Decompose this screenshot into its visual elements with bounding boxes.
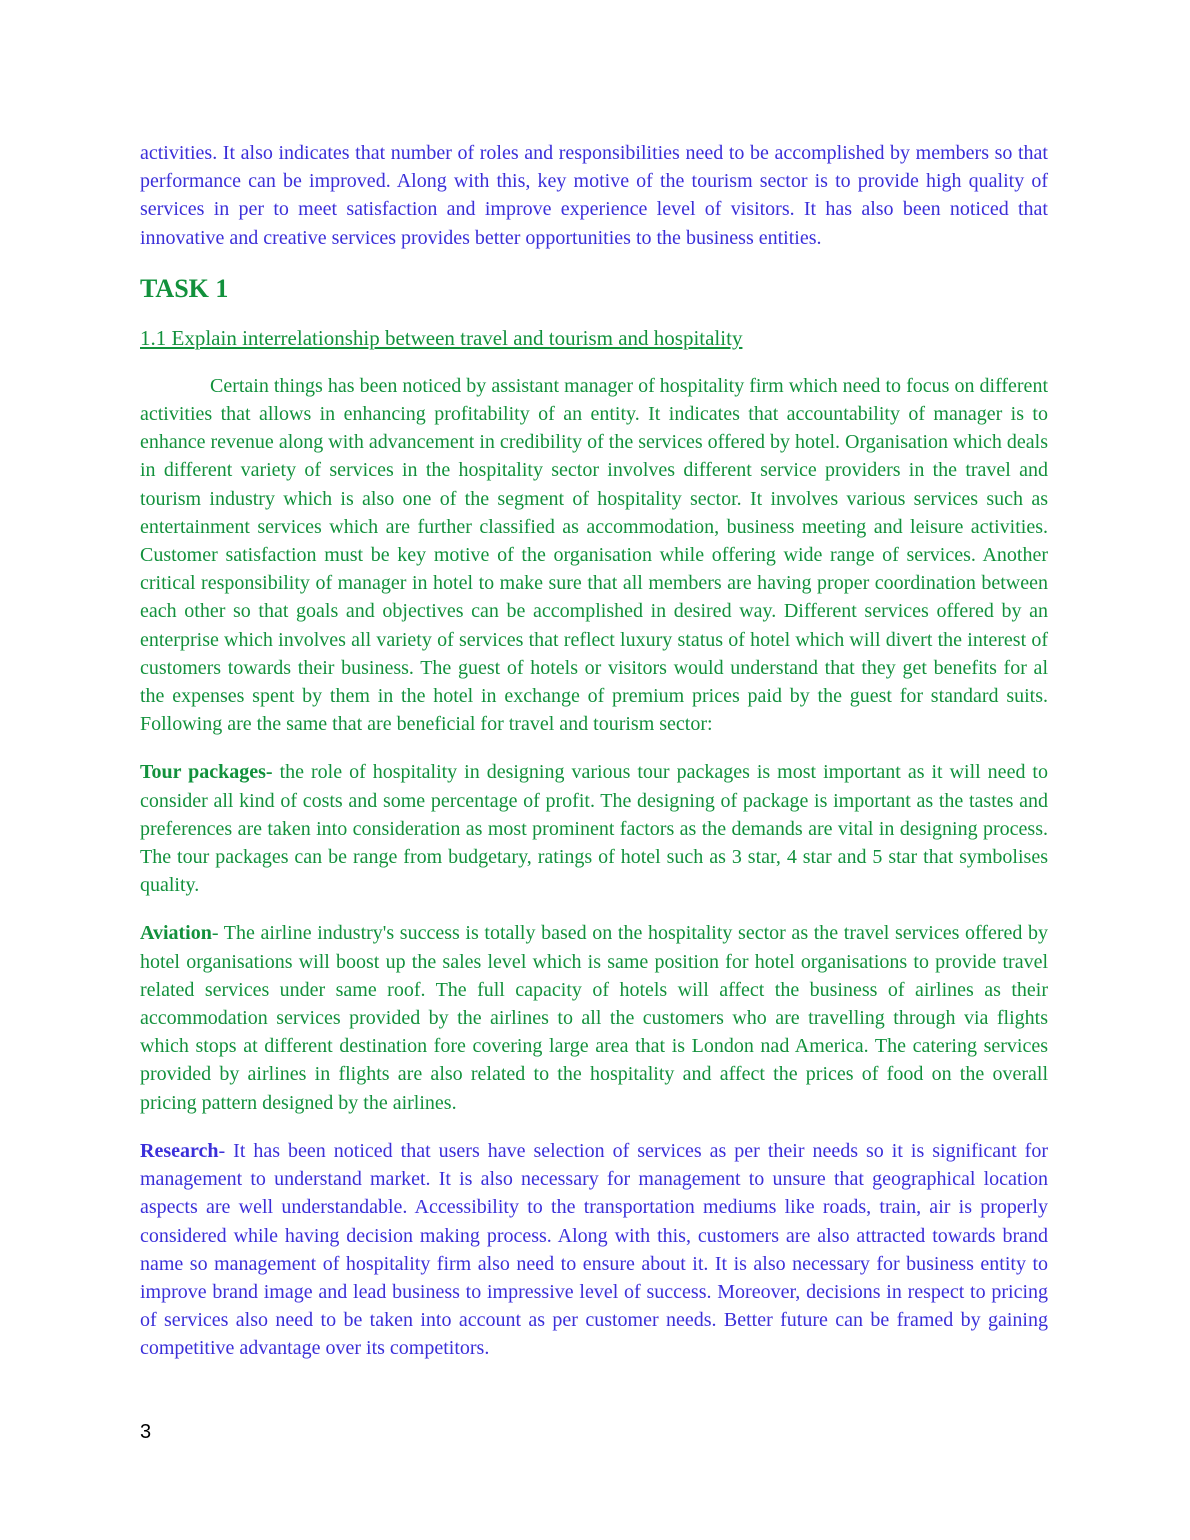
aviation-text: - The airline industry's success is totally based on the hospitality sector as the travel services offered by hotel organisations will boost up the sales level which is same position for hotel organisations to provide travel related services under same roof. The full capacity of hotels will affect the business of airlines as their accommodation services provided by the airlines to all the customers who are travelling through via flights which stops at different destination fore covering large area that is London nad America. The catering services provided by airlines in flights are also related to the hospitality and affect the prices of food on the overall pricing pattern designed by the airlines. [140,922,1048,1114]
tour-packages-label: Tour packages- [140,761,273,784]
intro-paragraph: activities. It also indicates that number of roles and responsibilities need to be accomplished by members so that performance can be improved. Along with this, key motive of the tourism sector is to provide high quality of services in per to meet satisfaction and improve experience level of visitors. It has also been noticed that innovative and creative services provides better opportunities to the business entities. [140,142,1048,249]
page-content [140,139,1048,1383]
section-subheading: 1.1 Explain interrelationship between travel and tourism and hospitality [140,325,743,350]
research-paragraph [140,1137,1048,1363]
task-heading: TASK 1 [140,273,229,303]
main-paragraph: Certain things has been noticed by assistant manager of hospitality firm which need to focus on different activities that allows in enhancing profitability of an entity. It indicates that accountability of manager is to enhance revenue along with advancement in credibility of the services offered by hotel. Organisation which deals in different variety of services in the hospitality sector involves different service providers in the travel and tourism industry which is also one of the segment of hospitality sector. It involves various services such as entertainment services which are further classified as accommodation, business meeting and leisure activities. Customer satisfaction must be key motive of the organisation while offering wide range of services. Another critical responsibility of manager in hotel to make sure that all members are having proper coordination between each other so that goals and objectives can be accomplished in desired way. Different services offered by an enterprise which involves all variety of services that reflect luxury status of hotel which will divert the interest of customers towards their business. The guest of hotels or visitors would understand that they get benefits for al the expenses spent by them in the hotel in exchange of premium prices paid by the guest for standard suits. Following are the same that are beneficial for travel and tourism sector: [140,374,1048,736]
tour-packages-text: the role of hospitality in designing various tour packages is most important as it will need to consider all kind of costs and some percentage of profit. The designing of package is important as the tastes and preferences are taken into consideration as most prominent factors as the demands are vital in designing process. The tour packages can be range from budgetary, ratings of hotel such as 3 star, 4 star and 5 star that symbolises quality. [140,761,1048,897]
aviation-paragraph [140,919,1048,1116]
tour-packages-paragraph [140,758,1048,899]
aviation-label: Aviation [140,922,212,945]
research-label: Research [140,1139,219,1162]
page-number: 3 [140,1421,152,1443]
research-text: - It has been noticed that users have selection of services as per their needs so it is significant for management to understand market. It is also necessary for management to unsure that geographical location aspects are well understandable. Accessibility to the transportation mediums like roads, train, air is properly considered while having decision making process. Along with this, customers are also attracted towards brand name so management of hospitality firm also need to ensure about it. It is also necessary for business entity to improve brand image and lead business to impressive level of success. Moreover, decisions in respect to pricing of services also need to be taken into account as per customer needs. Better future can be framed by gaining competitive advantage over its competitors. [140,1139,1048,1360]
